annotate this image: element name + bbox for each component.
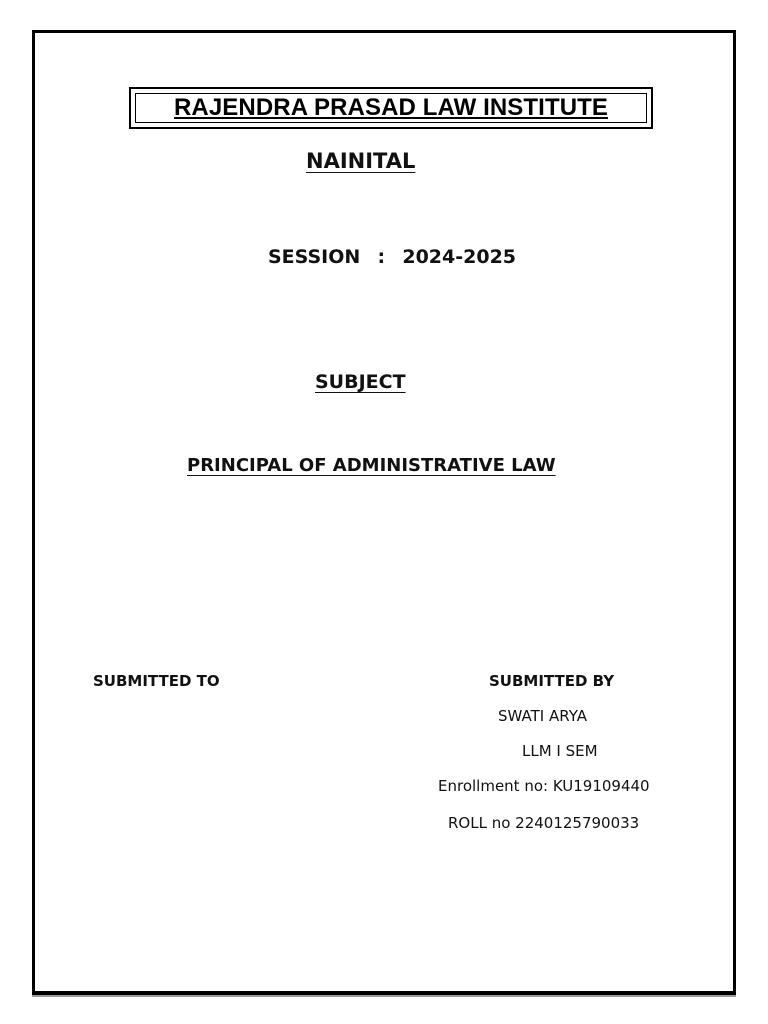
- submitted-to-label: SUBMITTED TO: [93, 672, 220, 690]
- page-border: [32, 30, 736, 995]
- enrollment-number: Enrollment no: KU19109440: [438, 777, 650, 795]
- session-text: [268, 246, 516, 268]
- student-name: SWATI ARYA: [498, 707, 587, 725]
- institute-title-box: [129, 87, 653, 129]
- subject-name: PRINCIPAL OF ADMINISTRATIVE LAW: [187, 455, 556, 476]
- subject-label: SUBJECT: [315, 371, 406, 393]
- institute-name: RAJENDRA PRASAD LAW INSTITUTE: [135, 93, 647, 123]
- student-course: LLM I SEM: [522, 742, 598, 760]
- roll-number: ROLL no 2240125790033: [448, 814, 640, 832]
- submitted-by-label: SUBMITTED BY: [489, 672, 615, 690]
- session-value: SESSION : 2024-2025: [268, 246, 517, 268]
- institute-city: NAINITAL: [306, 149, 416, 173]
